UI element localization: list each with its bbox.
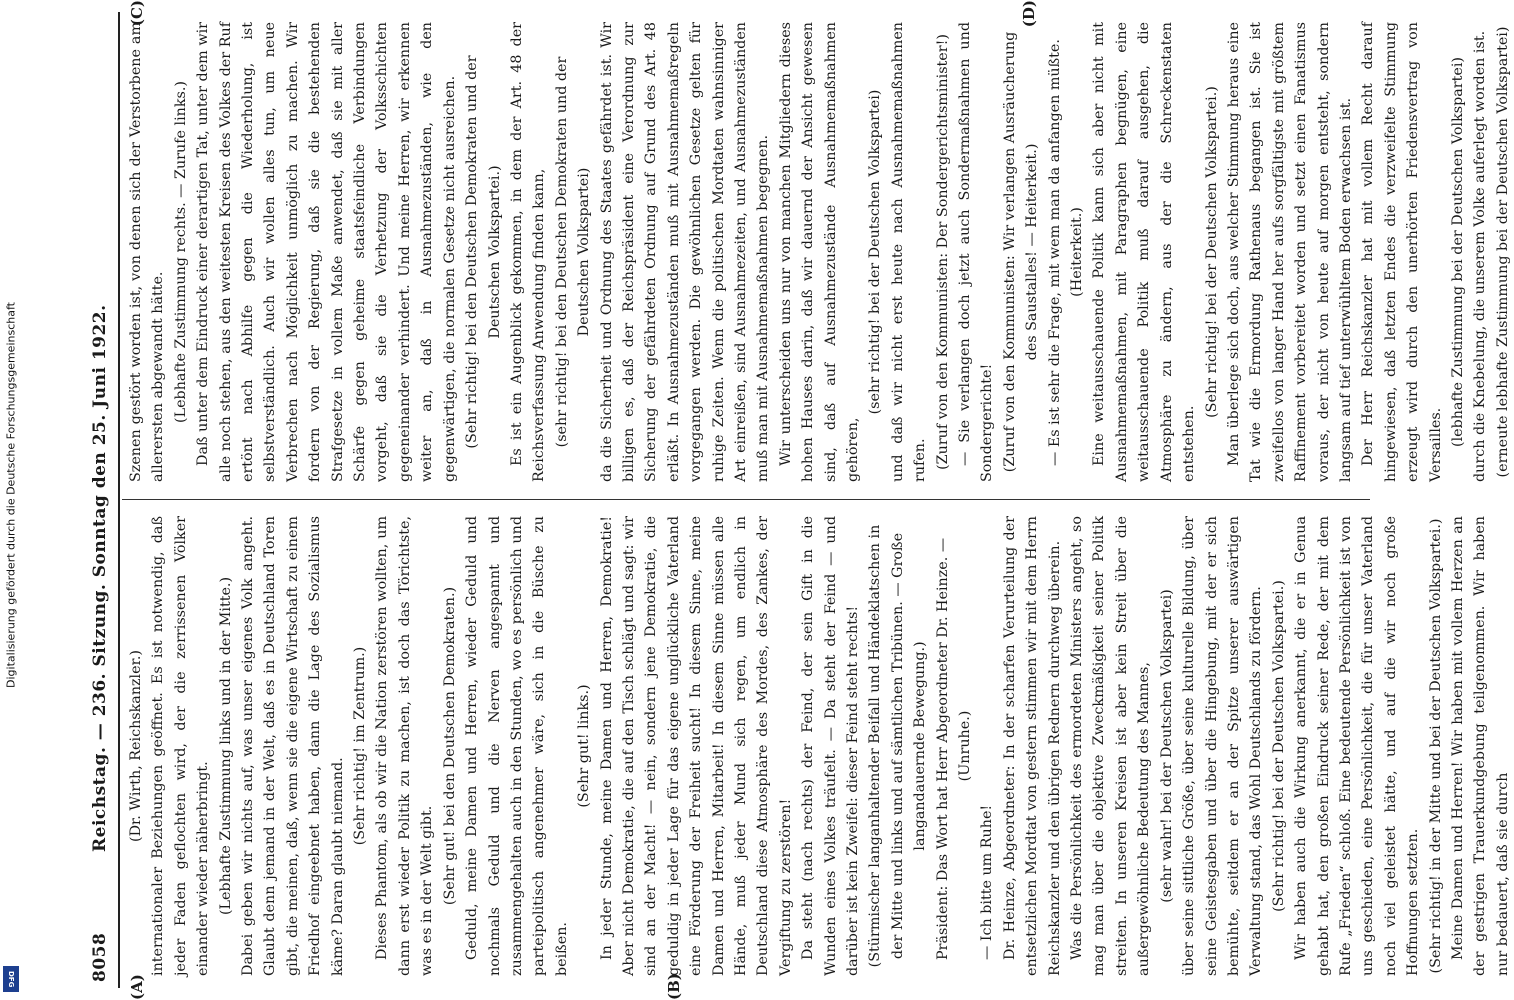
interjection: (Sehr gut! bei den Deutschen Demokraten.)	[441, 586, 458, 906]
interjection: (Sehr richtig! bei den Deutschen Demokraten und der Deutschen Volkspartei.)	[464, 55, 503, 449]
interjection: (sehr wahr! bei der Deutschen Volkspartei)	[1158, 589, 1175, 903]
paragraph: da die Sicherheit und Ordnung des Staates gefährdet ist. Wir billigen es, daß der Reichspräsident eine Verordnung zur Sicherung der gefährdeten Ordnung auf Grund des Art. 48 erläßt. In Ausnahmezuständen muß mit Ausnahmemaßregeln vorgegangen werden. Die gewöhnlichen Gesetze gelten für ruhige Zeiten. Wenn die politischen Mordtaten wahnsinniger Art einreißen, sind Ausnahmezeiten, und Ausnahmezuständen muß man mit Ausnahmemaßnahmen begegnen.	[598, 22, 772, 482]
interjection: (Stürmischer langanhaltender Beifall und Händeklatschen in der Mitte und links und auf sämtlichen Tribünen. — Große langandauernde Bewegung.)	[867, 524, 929, 968]
paragraph: und daß wir nicht erst heute nach Ausnahmemaßnahmen rufen.	[889, 22, 929, 482]
interjection: (Heiterkeit.)	[1069, 207, 1086, 297]
interjection: (Sehr richtig! im Zentrum.)	[352, 646, 369, 846]
margin-mark-c: (C)	[128, 0, 146, 27]
paragraph: Man überlege sich doch, aus welcher Stimmung heraus eine Tat wie die Ermordung Rathenaus begangen ist. Sie ist zweifellos von langer Hand her aufs sorgfältigste mit größtem Raffinement vorbereitet worden und setzt einen Fanatismus voraus, der nicht von heute auf morgen entsteht, sondern langsam auf tief unterwühltem Boden erwachsen ist.	[1225, 22, 1354, 482]
interjection: (Zuruf von den Kommunisten: Wir verlangen Ausräucherung des Saustalles! — Heiterkeit.)	[1001, 31, 1041, 473]
interjection: (Lebhafte Zustimmung links und in der Mitte.)	[217, 576, 234, 916]
paragraph: durch die Knebelung, die unserem Volke auferlegt worden ist.	[1472, 30, 1489, 482]
interjection: (sehr richtig! bei der Deutschen Volkspartei)	[867, 89, 884, 415]
interjection: (Unruhe.)	[957, 710, 974, 782]
interjection: (Sehr richtig! bei der Deutschen Volkspartei.)	[1203, 86, 1220, 418]
paragraph: In jeder Stunde, meine Damen und Herren, Demokratie! Aber nicht Demokratie, die auf den Tisch schlägt und sagt: wir sind an der Macht! — nein, sondern jene Demokratie, die geduldig in jeder Lage für das eigene unglückliche Vaterland eine Förderung der Freiheit sucht! In diesem Sinne, meine Damen und Herren, Mitarbeit! In diesem Sinne müssen alle Hände, muß jeder Mund sich regen, um endlich in Deutschland diese Atmosphäre des Mordes, des Zankes, der Vergiftung zu zerstören!	[598, 516, 794, 976]
paragraph: internationaler Beziehungen geöffnet. Es ist notwendig, daß jeder Faden geflochten wird, der die zerrissenen Völker einander wieder näherbringt.	[150, 516, 212, 976]
interjection: (Lebhafte Zustimmung rechts. — Zurufe links.)	[172, 81, 189, 423]
interjection: (lebhafte Zustimmung bei der Deutschen Volkspartei)	[1449, 57, 1466, 447]
paragraph: Da steht (nach rechts) der Feind, der sein Gift in die Wunden eines Volkes träufelt. — Da steht der Feind — und darüber ist kein Zweifel: dieser Feind steht rechts!	[800, 516, 861, 976]
interjection: (Sehr richtig! bei der Deutschen Volkspartei.)	[1270, 580, 1287, 912]
paragraph: Was die Persönlichkeit des ermordeten Ministers angeht, so mag man über die objektive Zweckmäßigkeit seiner Politik streiten. In unseren Kreisen ist aber kein Streit über die außergewöhnliche Bedeutung des Mannes,	[1069, 516, 1153, 976]
margin-mark-a: (A)	[128, 974, 146, 1000]
interjection: (Zuruf von den Kommunisten: Der Sondergerichtsminister!)	[934, 34, 951, 470]
margin-mark-d: (D)	[1020, 0, 1038, 28]
column-divider	[122, 499, 1370, 500]
left-column	[125, 516, 1514, 976]
paragraph: Wir haben auch die Wirkung anerkannt, die er in Genua gehabt hat, den großen Eindruck seiner Rede, der mit dem Rufe „Frieden“ schloß. Eine bedeutende Persönlichkeit ist von uns geschieden, eine Persönlichkeit, die für unser Vaterland noch viel geleistet hätte, und auf die wir noch große Hoffnungen setzten.	[1293, 516, 1422, 976]
dfg-logo: DFG	[3, 966, 19, 992]
interjection: (Sehr gut! links.)	[576, 684, 593, 808]
running-head: Reichstag. — 236. Sitzung. Sonntag den 25. Juni 1922.	[90, 304, 110, 852]
paragraph: Dabei geben wir nichts auf, was unser eigenes Volk angeht. Glaubt denn jemand in der Welt, daß es in Deutschland Toren gibt, die meinen, daß, wenn sie die eigene Wirtschaft zu einem Friedhof eingeebnet haben, dann die Lage des Sozialismus käme? Daran glaubt niemand.	[240, 516, 346, 976]
page-number: 8058	[90, 932, 110, 982]
paragraph: — Es ist sehr die Frage, mit wem man da anfangen müßte.	[1046, 39, 1063, 466]
paragraph: Szenen gestört worden ist, von denen sich der Verstorbene am allerersten abgewandt hätte.	[128, 22, 167, 482]
speaker-paragraph: Präsident: Das Wort hat Herr Abgeordneter Dr. Heinze. —	[934, 537, 951, 960]
scanned-page	[80, 0, 1511, 1000]
digitization-notice: Digitalisierung gefördert durch die Deutsche Forschungsgemeinschaft	[4, 302, 18, 688]
interjection: (sehr richtig! bei den Deutschen Demokraten und der Deutschen Volkspartei)	[553, 56, 593, 448]
interjection: (Dr. Wirth, Reichskanzler.)	[128, 650, 144, 842]
paragraph: über seine sittliche Größe, über seine kulturelle Bildung, über seine Geistesgaben und über die Hingebung, mit der er sich bemühte, seitdem er an der Spitze unserer auswärtigen Verwaltung stand, das Wohl Deutschlands zu fördern.	[1181, 516, 1265, 976]
paragraph: Geduld, meine Damen und Herren, wieder Geduld und nochmals Geduld und die Nerven angespannt und zusammengehalten auch in den Stunden, wo es persönlich und parteipolitisch angenehmer wäre, sich in die Büsche zu beißen.	[464, 516, 570, 976]
interjection: (Sehr richtig! in der Mitte und bei der Deutschen Volkspartei.)	[1427, 518, 1444, 974]
paragraph: Eine weitausschauende Politik kann sich aber nicht mit Ausnahmemaßnahmen, mit Paragraphen begnügen, eine weitausschauende Politik muß darauf ausgehen, die Atmosphäre zu ändern, aus der die Schreckenstaten entstehen.	[1091, 22, 1198, 482]
header-rule	[118, 12, 120, 988]
page-header	[90, 18, 118, 982]
margin-mark-b: (B)	[665, 973, 683, 1000]
right-column	[125, 22, 1514, 482]
paragraph: Wir unterscheiden uns nur von manchen Mitgliedern dieses hohen Hauses darin, daß wir dauernd der Ansicht gewesen sind, daß auf Ausnahmezustände Ausnahmemaßnahmen gehören,	[777, 22, 861, 482]
paragraph: Der Herr Reichskanzler hat mit vollem Recht darauf hingewiesen, daß letzten Endes die verzweifelte Stimmung erzeugt wird durch den unerhörten Friedensvertrag von Versailles.	[1360, 22, 1444, 482]
paragraph: Meine Damen und Herren! Wir haben mit vollem Herzen an der gestrigen Trauerkundgebung teilgenommen. Wir haben nur bedauert, daß sie durch	[1449, 516, 1511, 976]
paragraph: Dieses Phantom, als ob wir die Nation zerstören wollten, um dann erst wieder Politik zu machen, ist doch das Törichtste, was es in der Welt gibt.	[374, 516, 436, 976]
paragraph: Daß unter dem Eindruck einer derartigen Tat, unter dem wir alle noch stehen, aus den weitesten Kreisen des Volkes der Ruf ertönt nach Abhilfe gegen die Wiederholung, ist selbstverständlich. Auch wir wollen alles tun, um neue Verbrechen nach Möglichkeit unmöglich zu machen. Wir fordern von der Regierung, daß sie die bestehenden Strafgesetze in vollem Maße anwendet, daß sie mit aller Schärfe gegen geheime staatsfeindliche Verbindungen vorgeht, daß sie die Verhetzung der Volksschichten gegeneinander verhindert. Und meine Herren, wir erkennen weiter an, daß in Ausnahmezuständen, wie den gegenwärtigen, die normalen Gesetze nicht ausreichen.	[195, 22, 458, 482]
paragraph: Es ist ein Augenblick gekommen, in dem der Art. 48 der Reichsverfassung Anwendung finden kann,	[508, 22, 548, 482]
paragraph: — Ich bitte um Ruhe!	[979, 804, 996, 960]
speaker-paragraph: Dr. Heinze, Abgeordneter: In der scharfen Verurteilung der entsetzlichen Mordtat von gestern stimmen wir mit dem Herrn Reichskanzler und den übrigen Rednern durchweg überein.	[1001, 516, 1063, 976]
paragraph: — Sie verlangen doch jetzt auch Sondermaßnahmen und Sondergerichte!	[957, 22, 996, 482]
interjection: (erneute lebhafte Zustimmung bei der Deutschen Volkspartei)	[1494, 26, 1511, 478]
digitization-strip	[0, 0, 22, 1000]
